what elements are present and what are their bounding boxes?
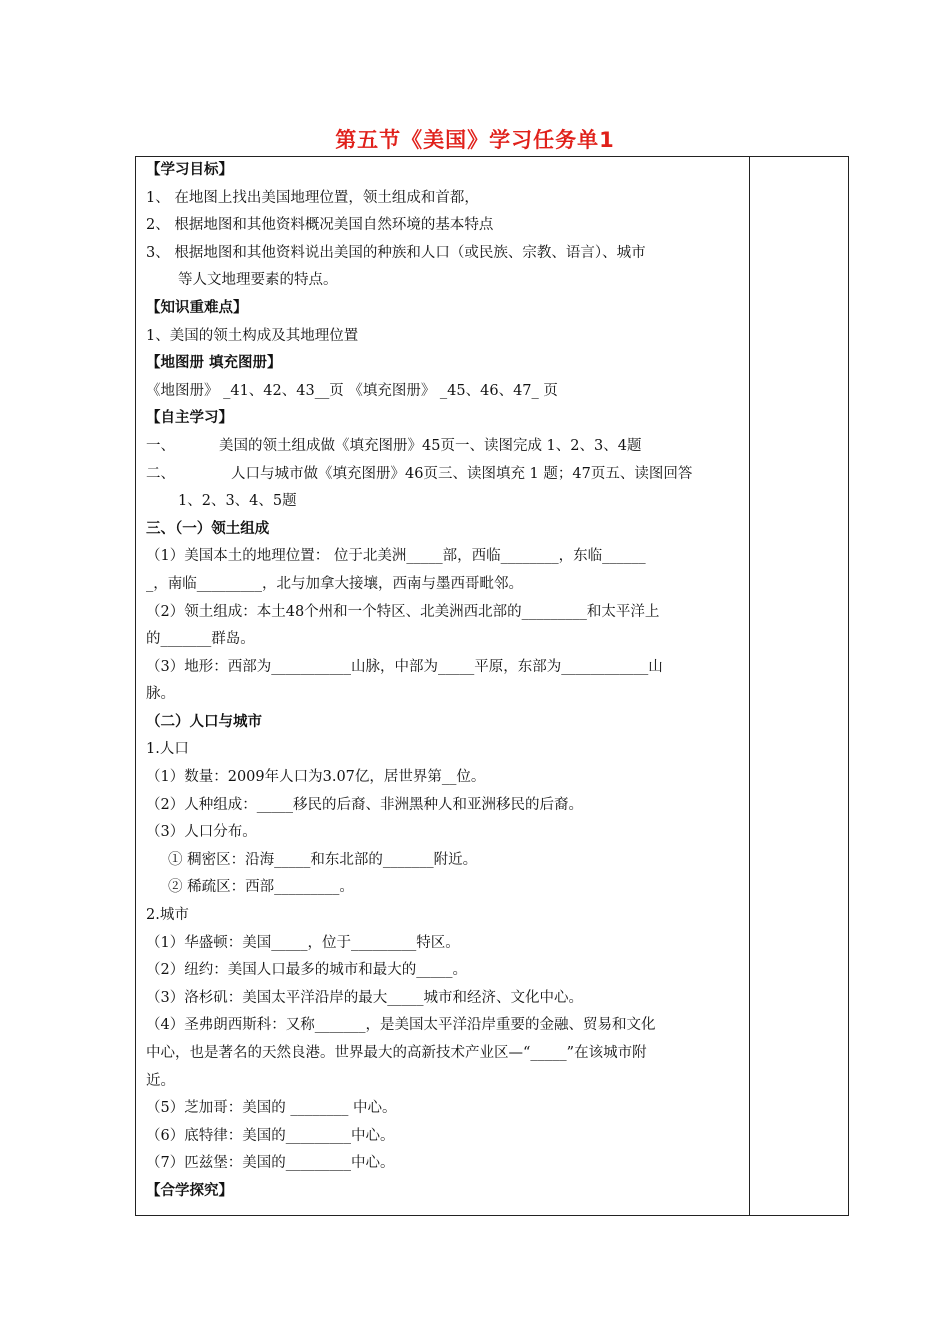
worksheet-content [146,157,746,1206]
self-study-item-continued: 1、2、3、4、5题 [178,493,297,510]
question-line: （2）领土组成：本土48个州和一个特区、北美洲西北部的_________和太平洋上 [146,603,660,620]
self-study-item [146,433,746,461]
self-study-text: 人口与城市做《填充图册》46页三、读图填充 1 题；47页五、读图回答 [231,465,693,482]
question-line: （6）底特律：美国的_________中心。 [146,1127,395,1144]
objective-item: 3、 根据地图和其他资料说出美国的种族和人口（或民族、宗教、语言）、城市 [146,244,646,261]
key-point-item: 1、美国的领土构成及其地理位置 [146,327,359,344]
question-line: 脉。 [146,686,175,703]
section-heading-objectives: 【学习目标】 [146,162,233,178]
question-line: （7）匹兹堡：美国的_________中心。 [146,1155,395,1172]
section-heading-cooperative-study: 【合学探究】 [146,1182,233,1199]
list-marker: 一、 [146,437,175,454]
worksheet-table [135,156,849,1216]
objective-item: 2、 根据地图和其他资料概况美国自然环境的基本特点 [146,217,494,234]
column-divider [749,157,750,1215]
question-line: （2）纽约：美国人口最多的城市和最大的_____。 [146,962,467,979]
page-title: 第五节《美国》学习任务单1 [335,128,615,152]
section-heading-population-cities: （二）人口与城市 [146,713,262,730]
self-study-text: 美国的领土组成做《填充图册》45页一、读图完成 1、2、3、4题 [219,437,642,454]
section-heading-territory: 三、（一）领土组成 [146,520,270,537]
question-line: 近。 [146,1072,175,1089]
atlas-pages: 《地图册》 _41、42、43__页 《填充图册》 _45、46、47_ 页 [146,382,558,399]
subheading-population: 1.人口 [146,741,189,758]
question-line: （1）华盛顿：美国_____，位于_________特区。 [146,934,460,951]
question-line: 中心，也是著名的天然良港。世界最大的高新技术产业区—“_____”在该城市附 [146,1045,647,1061]
question-line: _，南临_________，北与加拿大接壤，西南与墨西哥毗邻。 [146,575,523,592]
question-line: （3）地形：西部为___________山脉，中部为_____平原，东部为____________山 [146,658,663,675]
question-line: ① 稠密区：沿海_____和东北部的_______附近。 [168,851,478,868]
section-heading-self-study: 【自主学习】 [146,410,233,427]
question-line: （2）人种组成：_____移民的后裔、非洲黑种人和亚洲移民的后裔。 [146,796,583,813]
question-line: （5）芝加哥：美国的 ________ 中心。 [146,1100,397,1117]
question-line: （3）人口分布。 [146,824,257,841]
question-line: ② 稀疏区：西部_________。 [168,879,354,896]
question-line: （1）数量：2009年人口为3.07亿，居世界第__位。 [146,769,486,786]
list-marker: 二、 [146,465,175,482]
subheading-cities: 2.城市 [146,907,189,924]
section-heading-atlas: 【地图册 填充图册】 [146,355,282,372]
self-study-item [146,461,746,489]
question-line: （1）美国本土的地理位置： 位于北美洲_____部，西临________，东临______ [146,548,646,565]
question-line: （3）洛杉矶：美国太平洋沿岸的最大_____城市和经济、文化中心。 [146,989,583,1006]
section-heading-key-points: 【知识重难点】 [146,299,248,316]
objective-item-continued: 等人文地理要素的特点。 [178,272,338,289]
objective-item: 1、 在地图上找出美国地理位置，领土组成和首都， [146,189,479,206]
question-line: （4）圣弗朗西斯科：又称_______，是美国太平洋沿岸重要的金融、贸易和文化 [146,1017,656,1034]
question-line: 的_______群岛。 [146,631,255,648]
